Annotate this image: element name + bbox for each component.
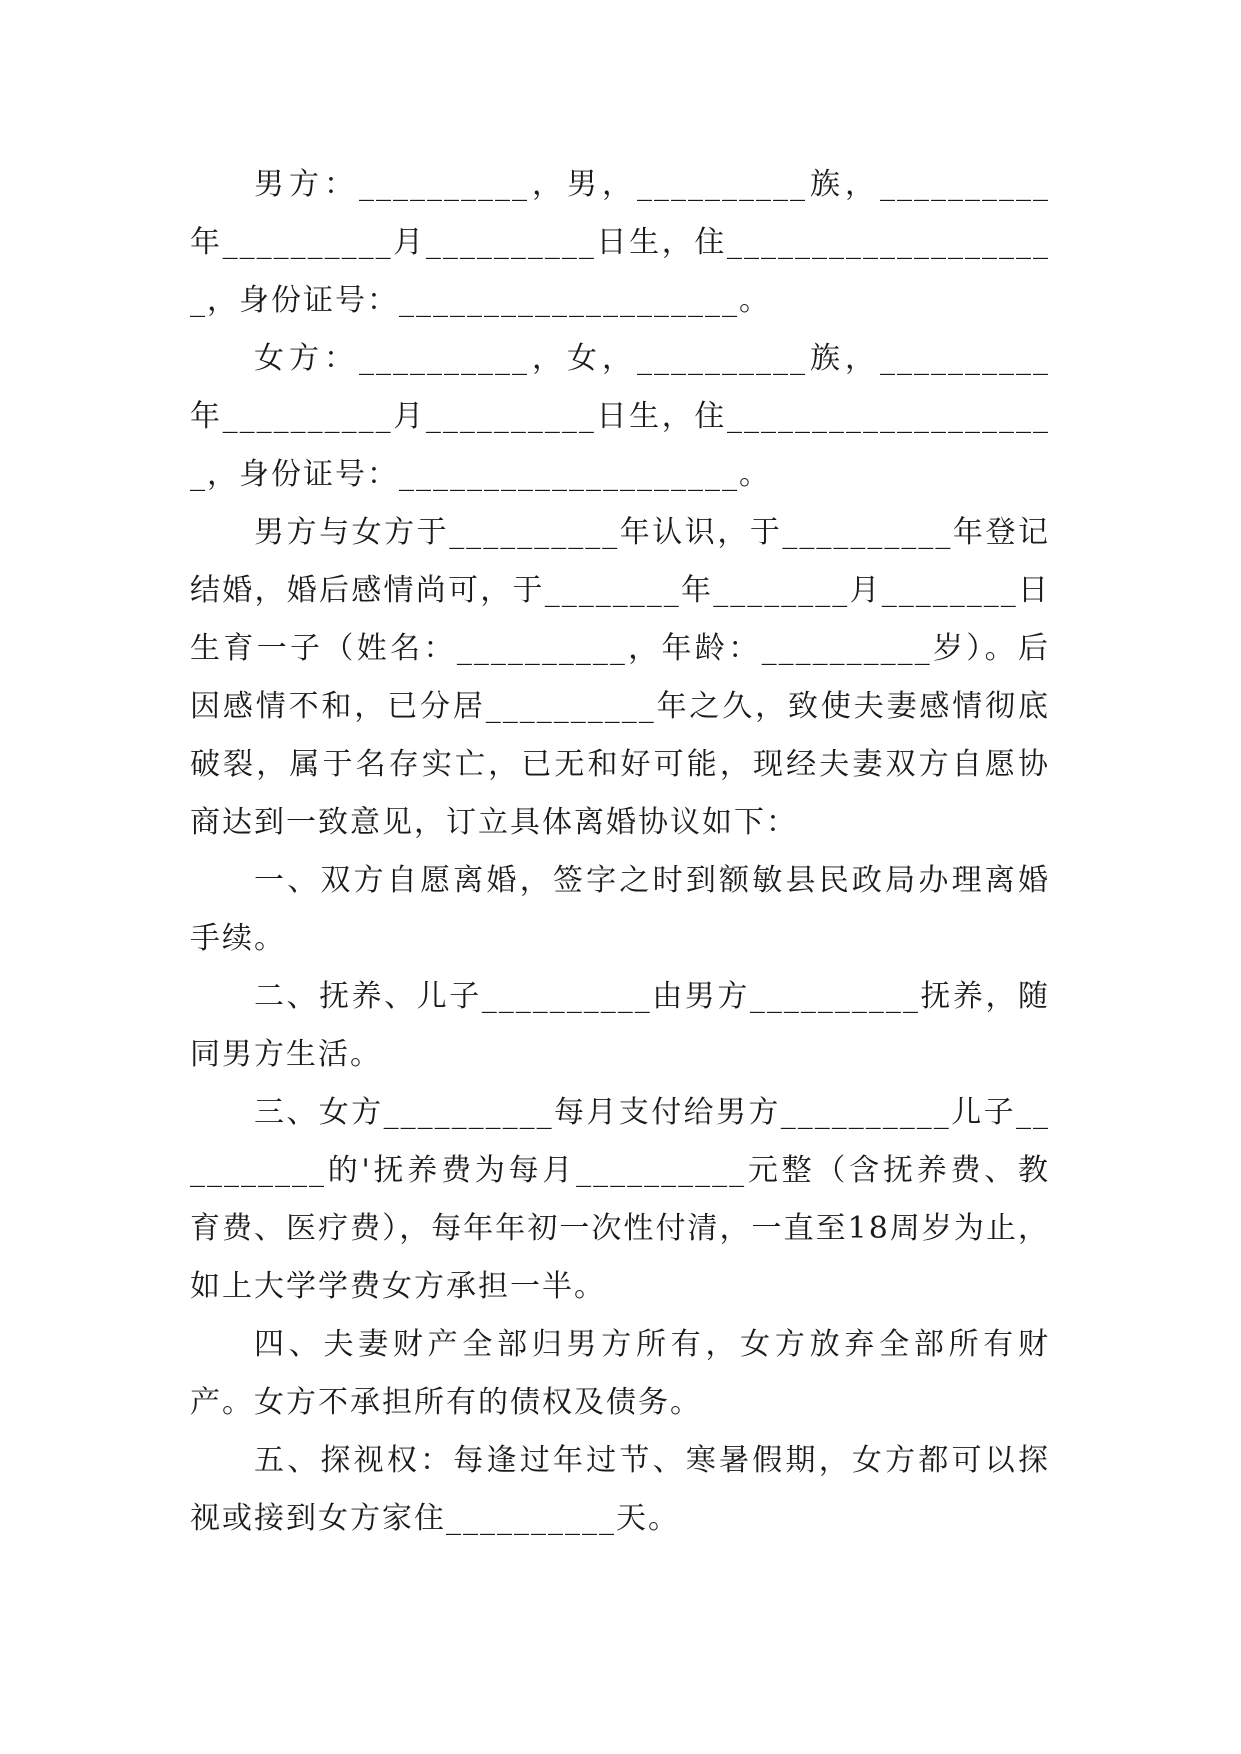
- clause-4: 四、夫妻财产全部归男方所有，女方放弃全部所有财产。女方不承担所有的债权及债务。: [190, 1327, 1050, 1420]
- clause-5: 五、探视权：每逢过年过节、寒暑假期，女方都可以探视或接到女方家住__________天。: [190, 1443, 1050, 1536]
- agreement-body: [190, 156, 1050, 1548]
- clause-2: 二、抚养、儿子__________由男方__________抚养，随同男方生活。: [190, 979, 1050, 1072]
- clause-1: 一、双方自愿离婚，签字之时到额敏县民政局办理离婚手续。: [190, 863, 1050, 956]
- paragraph-male-party: 男方：__________，男，__________族，__________年__________月__________日生，住____________________，身份证号：____________________。: [190, 167, 1050, 318]
- paragraph-female-party: 女方：__________，女，__________族，__________年__________月__________日生，住____________________，身份证号：____________________。: [190, 341, 1050, 492]
- clause-3: 三、女方__________每月支付给男方__________儿子__________的'抚养费为每月__________元整（含抚养费、教育费、医疗费），每年年初一次性付清，一直至18周岁为止，如上大学学费女方承担一半。: [190, 1095, 1050, 1304]
- paragraph-background: 男方与女方于__________年认识，于__________年登记结婚，婚后感情尚可，于________年________月________日生育一子（姓名：__________，年龄：__________岁）。后因感情不和，已分居__________年之久，致使夫妻感情彻底破裂，属于名存实亡，已无和好可能，现经夫妻双方自愿协商达到一致意见，订立具体离婚协议如下：: [190, 515, 1050, 840]
